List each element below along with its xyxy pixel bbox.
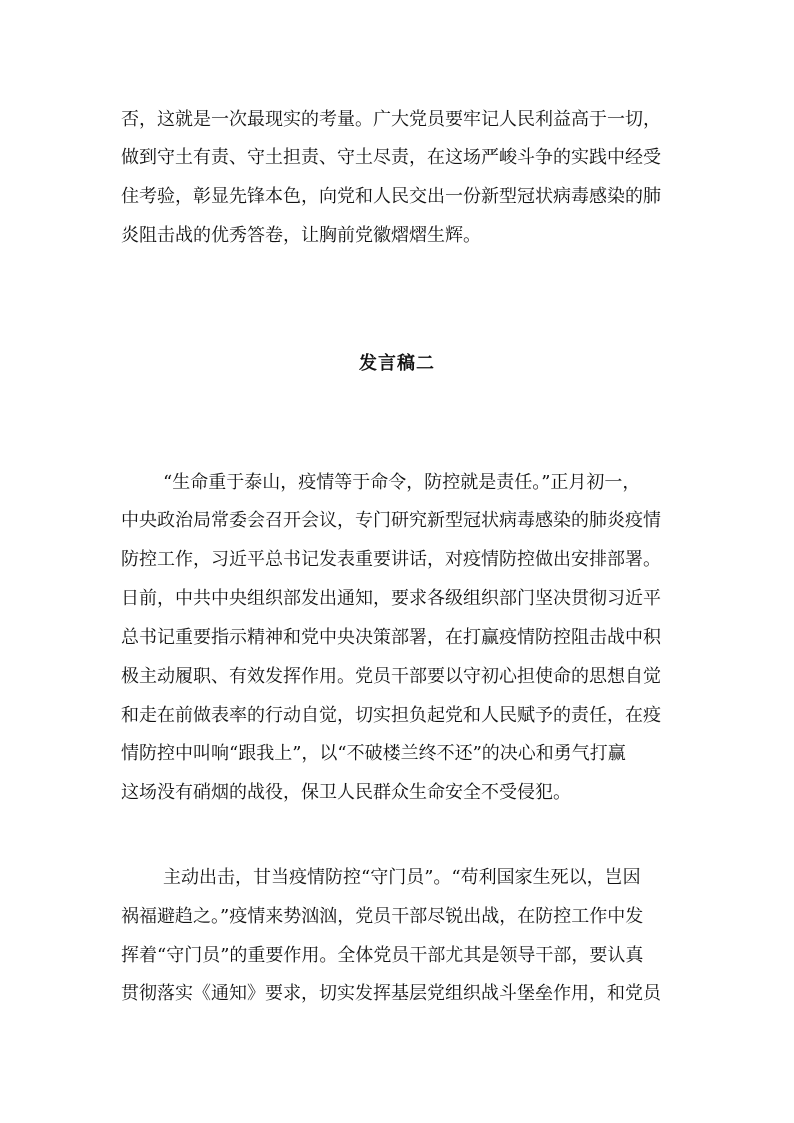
paragraph-2-line-8: 情防控中叫响“跟我上”，以“不破楼兰终不还”的决心和勇气打赢 — [121, 743, 626, 764]
paragraph-3-line-1: 主动出击，甘当疫情防控“守门员”。“苟利国家生死以，岂因 — [163, 867, 641, 888]
paragraph-3-line-2: 祸福避趋之。”疫情来势汹汹，党员干部尽锐出战，在防控工作中发 — [121, 906, 644, 927]
paragraph-2-line-5: 总书记重要指示精神和党中央决策部署，在打赢疫情防控阻击战中积 — [121, 627, 661, 648]
paragraph-2-line-2: 中央政治局常委会召开会议，专门研究新型冠状病毒感染的肺炎疫情 — [121, 510, 661, 531]
paragraph-1-line-4: 炎阻击战的优秀答卷，让胸前党徽熠熠生辉。 — [121, 225, 481, 246]
section-heading: 发言稿二 — [359, 353, 435, 374]
paragraph-2-line-9: 这场没有硝烟的战役，保卫人民群众生命安全不受侵犯。 — [121, 782, 571, 803]
paragraph-1-line-2: 做到守土有责、守土担责、守土尽责，在这场严峻斗争的实践中经受 — [121, 147, 661, 168]
paragraph-3-line-4: 贯彻落实《通知》要求，切实发挥基层党组织战斗堡垒作用，和党员 — [121, 983, 661, 1004]
paragraph-1-line-1: 否，这就是一次最现实的考量。广大党员要牢记人民利益高于一切， — [121, 109, 661, 130]
paragraph-1-line-3: 住考验，彰显先锋本色，向党和人民交出一份新型冠状病毒感染的肺 — [121, 186, 661, 207]
paragraph-2-line-4: 日前，中共中央组织部发出通知，要求各级组织部门坚决贯彻习近平 — [121, 588, 661, 609]
paragraph-2-line-7: 和走在前做表率的行动自觉，切实担负起党和人民赋予的责任，在疫 — [121, 705, 661, 726]
paragraph-2-line-1: “生命重于泰山，疫情等于命令，防控就是责任。”正月初一， — [163, 472, 641, 493]
paragraph-2-line-6: 极主动履职、有效发挥作用。党员干部要以守初心担使命的思想自觉 — [121, 666, 661, 687]
paragraph-2-line-3: 防控工作，习近平总书记发表重要讲话，对疫情防控做出安排部署。 — [121, 549, 661, 570]
paragraph-3-line-3: 挥着“守门员”的重要作用。全体党员干部尤其是领导干部，要认真 — [121, 945, 644, 966]
